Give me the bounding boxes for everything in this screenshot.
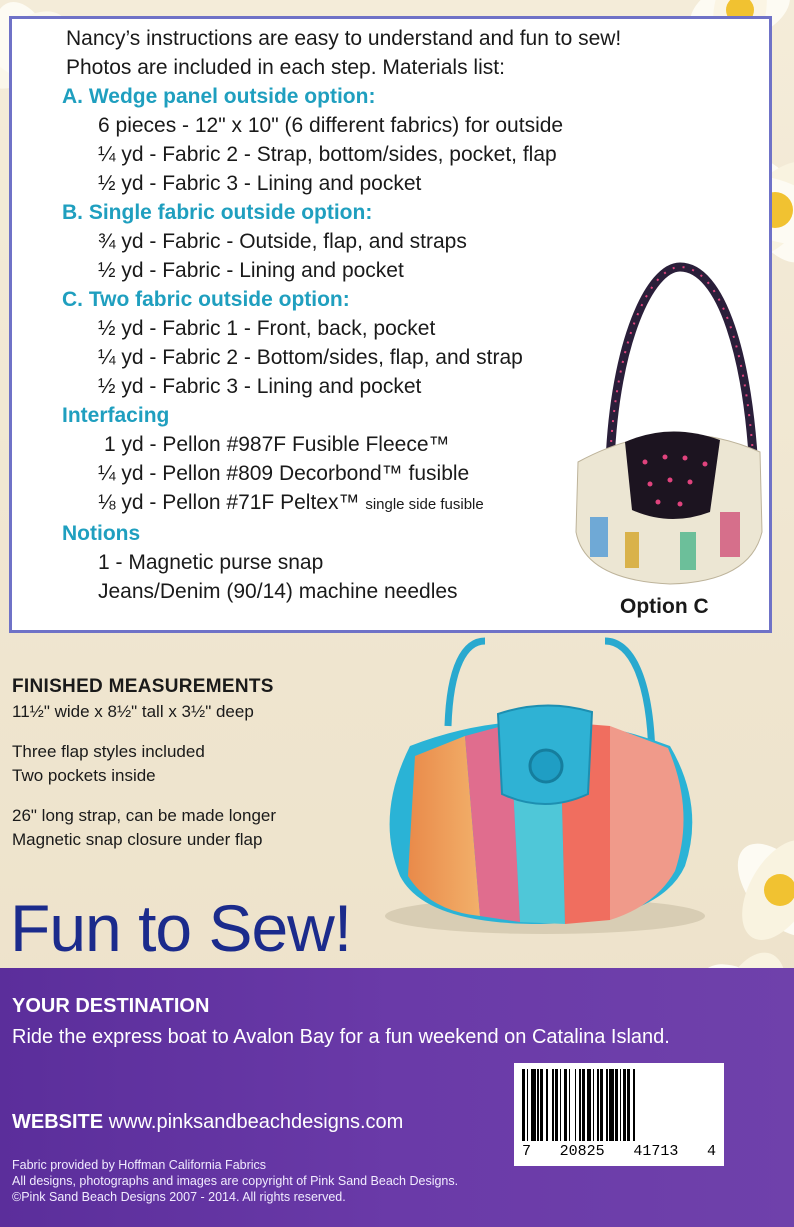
barcode [514, 1063, 724, 1166]
barcode-digit: 41713 [633, 1143, 679, 1160]
barcode-bars [522, 1069, 716, 1141]
section-c-heading: C. Two fabric outside option: [62, 288, 350, 311]
section-b-item: ½ yd - Fabric - Lining and pocket [98, 259, 404, 282]
section-b-heading: B. Single fabric outside option: [62, 201, 373, 224]
section-a-heading: A. Wedge panel outside option: [62, 85, 376, 108]
slogan: Fun to Sew! [10, 891, 352, 965]
barcode-digit: 7 [522, 1143, 532, 1160]
website-line [12, 1111, 403, 1134]
section-a-item: 6 pieces - 12" x 10" (6 different fabrics) for outside [98, 114, 564, 137]
finished-pockets: Two pockets inside [12, 766, 156, 785]
option-c-bag-photo [570, 262, 770, 592]
barcode-digit: 20825 [559, 1143, 605, 1160]
destination-text: Ride the express boat to Avalon Bay for a fun weekend on Catalina Island. [12, 1026, 670, 1048]
notions-item: Jeans/Denim (90/14) machine needles [98, 580, 458, 603]
section-a-item: ¼ yd - Fabric 2 - Strap, bottom/sides, pocket, flap [98, 143, 557, 166]
interfacing-item: 1 yd - Pellon #987F Fusible Fleece™ [104, 433, 450, 456]
fine-print-line: All designs, photographs and images are copyright of Pink Sand Beach Designs. [12, 1174, 459, 1188]
fine-print-line: ©Pink Sand Beach Designs 2007 - 2014. All rights reserved. [12, 1190, 346, 1204]
interfacing-item-note: single side fusible [365, 496, 484, 513]
interfacing-item: ¼ yd - Pellon #809 Decorbond™ fusible [98, 462, 470, 485]
option-c-caption: Option C [620, 595, 709, 618]
section-b-item: ¾ yd - Fabric - Outside, flap, and straps [98, 230, 467, 253]
section-a-item: ½ yd - Fabric 3 - Lining and pocket [98, 172, 422, 195]
section-c-item: ½ yd - Fabric 1 - Front, back, pocket [98, 317, 436, 340]
finished-flaps: Three flap styles included [12, 742, 205, 761]
notions-heading: Notions [62, 522, 141, 545]
finished-strap: 26" long strap, can be made longer [12, 806, 277, 825]
finished-dimensions: 11½" wide x 8½" tall x 3½" deep [12, 702, 254, 721]
finished-measurements [12, 676, 412, 852]
finished-heading: FINISHED MEASUREMENTS [12, 676, 274, 697]
destination-heading: YOUR DESTINATION [12, 995, 210, 1017]
section-c-item: ¼ yd - Fabric 2 - Bottom/sides, flap, and strap [98, 346, 523, 369]
website-label: WEBSITE [12, 1111, 104, 1133]
wedge-panel-bag-photo [370, 636, 710, 941]
section-c-item: ½ yd - Fabric 3 - Lining and pocket [98, 375, 422, 398]
interfacing-heading: Interfacing [62, 404, 170, 427]
intro-line-2: Photos are included in each step. Materials list: [66, 56, 505, 79]
barcode-digit: 4 [706, 1143, 716, 1160]
barcode-number [522, 1143, 716, 1160]
barcode-bar [635, 1069, 637, 1141]
finished-snap: Magnetic snap closure under flap [12, 830, 263, 849]
interfacing-item-text: ⅛ yd - Pellon #71F Peltex™ [98, 491, 360, 514]
website-url[interactable]: www.pinksandbeachdesigns.com [108, 1111, 404, 1133]
intro-line-1: Nancy’s instructions are easy to understand and fun to sew! [66, 27, 622, 50]
fine-print-line: Fabric provided by Hoffman California Fabrics [12, 1158, 267, 1172]
fine-print [12, 1157, 458, 1205]
notions-item: 1 - Magnetic purse snap [98, 551, 324, 574]
